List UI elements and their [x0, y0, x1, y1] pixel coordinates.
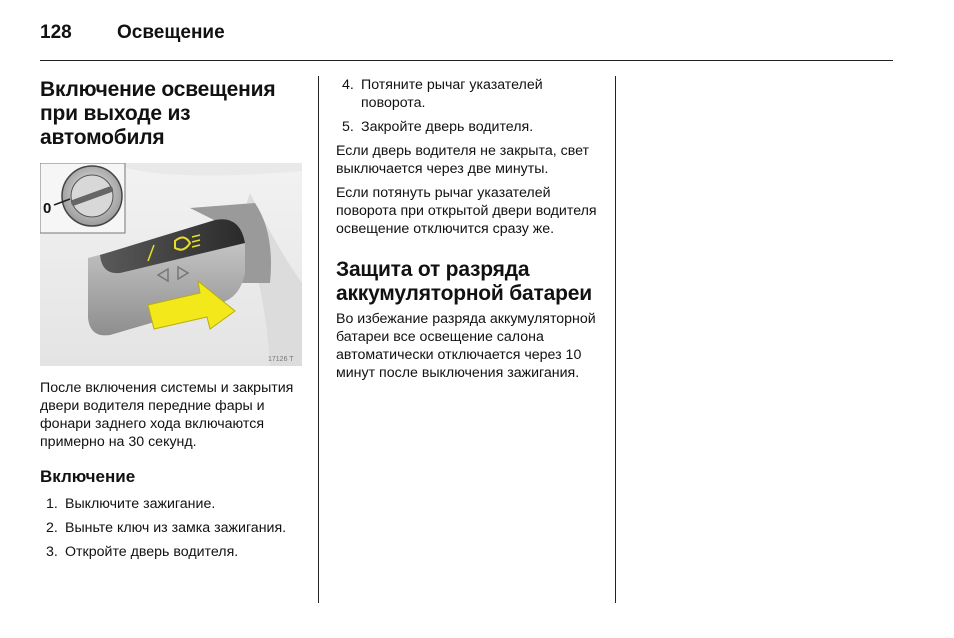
intro-paragraph: После включения системы и закрытия двери водителя передние фары и фонари заднего хода включаются примерно на 30 секунд. — [40, 380, 294, 450]
list-item — [40, 519, 302, 537]
key-position-label: 0 — [43, 200, 52, 217]
step-text: Откройте дверь водителя. — [65, 544, 239, 560]
steps-list-2 — [336, 76, 598, 136]
list-item — [336, 118, 598, 136]
list-item — [336, 76, 598, 112]
column-divider-right — [615, 76, 616, 603]
subheading-enable: Включение — [40, 467, 136, 486]
step-number: 1. — [46, 496, 58, 512]
step-number: 4. — [342, 77, 354, 93]
list-item — [40, 543, 302, 561]
lever-illustration — [40, 163, 302, 366]
ignition-inset — [40, 163, 125, 233]
step-text: Закройте дверь водителя. — [361, 119, 534, 135]
door-open-note: Если дверь водителя не закрыта, свет выключается через две минуты. — [336, 143, 589, 177]
section-title: Освещение — [117, 22, 225, 43]
lever-pull-note: Если потянуть рычаг указателей поворота при открытой двери водителя освещение отключится сразу же. — [336, 185, 597, 237]
step-number: 5. — [342, 119, 354, 135]
list-item — [40, 495, 302, 513]
step-text: Выньте ключ из замка зажигания. — [65, 520, 287, 536]
figure-code: 17126 T — [268, 356, 294, 363]
battery-heading: Защита от разряда аккумуляторной батареи — [336, 258, 592, 305]
page-header — [40, 20, 893, 61]
left-column — [40, 76, 302, 567]
steps-list-1 — [40, 495, 302, 561]
step-number: 3. — [46, 544, 58, 560]
step-text: Выключите зажигание. — [65, 496, 216, 512]
step-text: Потяните рычаг указателей поворота. — [361, 77, 543, 111]
battery-paragraph: Во избежание разряда аккумуляторной батареи все освещение салона автоматически отключается через 10 минут после выключения зажигания. — [336, 311, 596, 381]
main-heading: Включение освещения при выходе из автомобиля — [40, 78, 276, 149]
middle-column — [336, 76, 598, 388]
page-number: 128 — [40, 22, 72, 43]
step-number: 2. — [46, 520, 58, 536]
column-divider-left — [318, 76, 319, 603]
